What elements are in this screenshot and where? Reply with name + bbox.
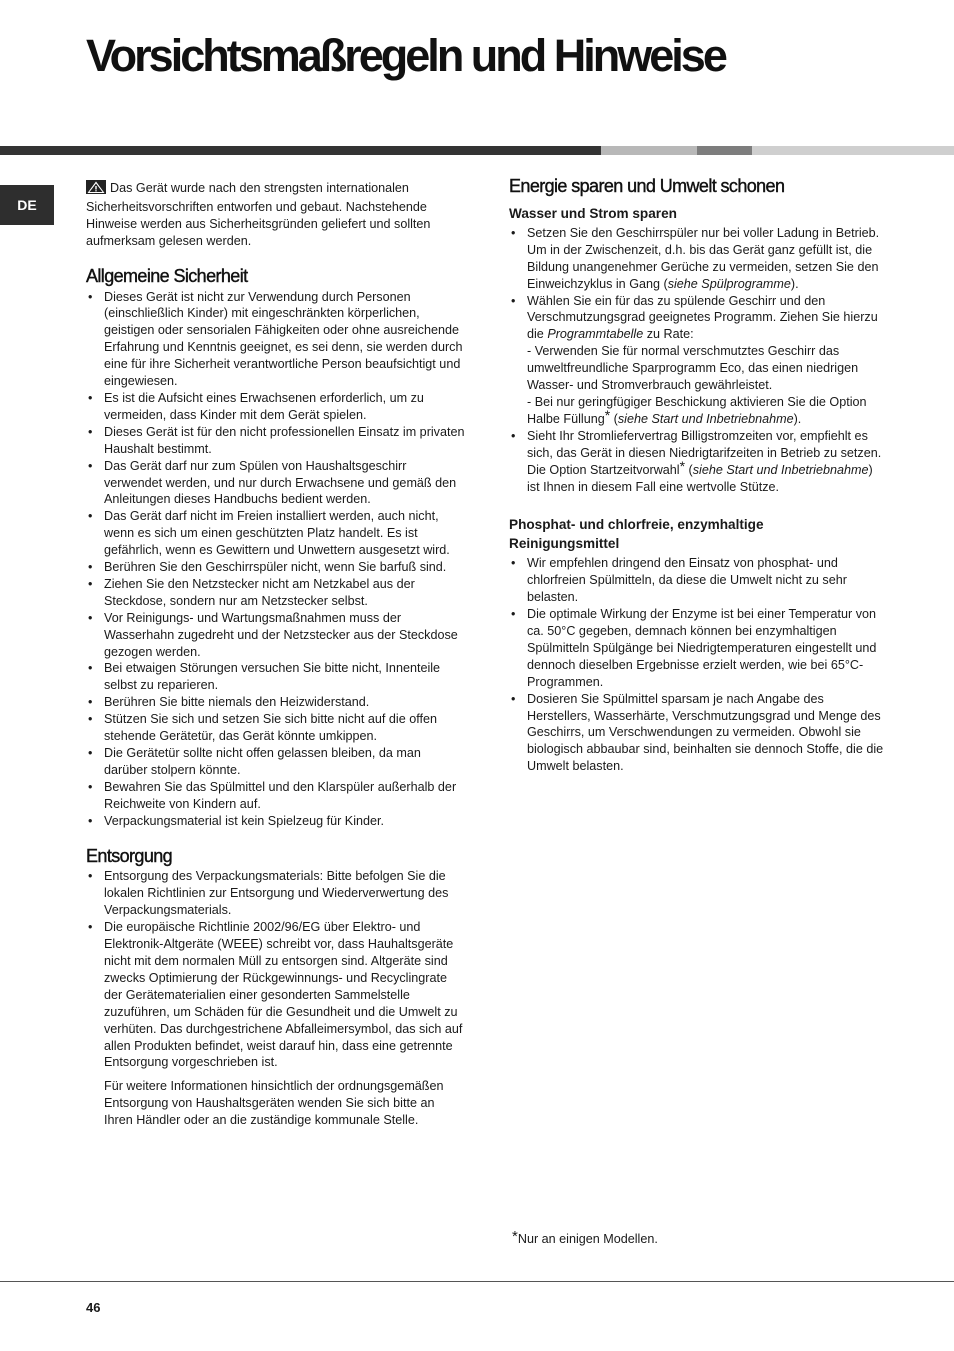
list-item: • Die europäische Richtlinie 2002/96/EG über Elektro- und Elektronik-Altgeräte (WEEE) schreibt vor, dass Hauhaltsgeräte nicht mit dem normalen Müll zu entsorgen sind. Altgeräte sind zwecks Optimierung der Rückgewinnungs- und Recyclingrate der Gerätematerialien einer gesonderten Sammelstelle zuzuführen, um Schäden für die Gesundheit und die Umwelt zu verhüten. Das durchgestrichene Abfalleimersymbol, das sich auf allen Produkten befindet, weist darauf hin, dass eine getrennte Entsorgung vorgeschrieben ist. [86, 919, 466, 1071]
disposal-list [86, 868, 466, 1071]
list-item: • Bewahren Sie das Spülmittel und den Klarspüler außerhalb der Reichweite von Kindern auf. [86, 779, 466, 813]
intro-text: Das Gerät wurde nach den strengsten internationalen Sicherheitsvorschriften entworfen und gebaut. Nachstehende Hinweise werden aus Sicherheitsgründen geliefert und sollten aufmerksam gelesen werden. [86, 181, 431, 248]
list-item: • Entsorgung des Verpackungsmaterials: Bitte befolgen Sie die lokalen Richtlinien zur Entsorgung und Wiederverwertung des Verpackungsmaterials. [86, 868, 466, 919]
footnote-marker: * [679, 457, 686, 474]
cross-reference: siehe Start und Inbetriebnahme [692, 462, 869, 477]
energy-heading: Energie sparen und Umwelt schonen [509, 176, 785, 196]
page-title: Vorsichtsmaßregeln und Hinweise [86, 30, 725, 81]
disposal-heading: Entsorgung [86, 845, 173, 866]
list-item: • Wählen Sie ein für das zu spülende Geschirr und den Verschmutzungsgrad geeignetes Programm. Ziehen Sie hierzu die Programmtabelle zu Rate: - Verwenden Sie für normal verschmutztes Geschirr das umweltfreundliche Sparprogramm Eco, das einen niedrigen Wasser- und Stromverbrauch gewährleistet. - Bei nur geringfügiger Beschickung aktivieren Sie die Option Halbe Füllung* (siehe Start und Inbetriebnahme). [509, 293, 887, 428]
footnote-marker: * [604, 406, 611, 423]
list-item: • Wir empfehlen dringend den Einsatz von phosphat- und chlorfreien Spülmitteln, da diese die Umwelt nicht zu sehr belasten. [509, 555, 887, 606]
list-item: • Berühren Sie den Geschirrspüler nicht, wenn Sie barfuß sind. [86, 559, 466, 576]
footnote-text: Nur an einigen Modellen. [517, 1232, 658, 1246]
list-item: • Ziehen Sie den Netzstecker nicht am Netzkabel aus der Steckdose, sondern nur am Netzstecker selbst. [86, 576, 466, 610]
list-item: • Dieses Gerät ist nicht zur Verwendung durch Personen (einschließlich Kinder) mit eingeschränkten körperlichen, geistigen oder sensorialen Fähigkeiten oder ohne ausreichende Erfahrung und Kenntnis geeignet, es sei denn, sie werden durch eine für ihre Sicherheit verantwortliche Person beaufsichtigt und eingewiesen. [86, 289, 466, 390]
sub-item: - Bei nur geringfügiger Beschickung aktivieren Sie die Option Halbe Füllung* (siehe Start und Inbetriebnahme). [527, 394, 867, 426]
disposal-closing-paragraph: Für weitere Informationen hinsichtlich der ordnungsgemäßen Entsorgung von Haushaltsgeräten wenden Sie sich bitte an Ihren Händler oder an die zuständige kommunale Stelle. [104, 1079, 444, 1128]
cross-reference: Programmtabelle [547, 327, 644, 342]
detergents-subheading: Phosphat- und chlorfreie, enzymhaltige Reinigungsmittel [509, 517, 764, 552]
list-item: • Setzen Sie den Geschirrspüler nur bei voller Ladung in Betrieb. Um in der Zwischenzeit, d.h. bis das Gerät ganz gefüllt ist, die Bildung unangenehmer Gerüche zu vermeiden, setzen Sie den Einweichzyklus in Gang (siehe Spülprogramme). [509, 225, 887, 293]
language-tab: DE [0, 185, 54, 225]
sub-item: - Verwenden Sie für normal verschmutztes Geschirr das umweltfreundliche Sparprogramm Eco, das einen niedrigen Wasser- und Stromverbrauch gewährleistet. [527, 344, 859, 393]
footnote-star: * [512, 1228, 518, 1245]
header-bar-dark [0, 146, 601, 155]
general-safety-heading: Allgemeine Sicherheit [86, 265, 248, 286]
footnote [512, 1228, 658, 1246]
cross-reference: siehe Start und Inbetriebnahme [617, 411, 794, 426]
header-bar-light [601, 146, 697, 155]
list-item: • Stützen Sie sich und setzen Sie sich bitte nicht auf die offen stehende Gerätetür, das Gerät könnte umkippen. [86, 711, 466, 745]
list-item: • Die optimale Wirkung der Enzyme ist bei einer Temperatur von ca. 50°C gegeben, demnach können bei enzymhaltigen Spülmitteln Spülgänge bei Niedrigtemperaturen eingestellt und dennoch dieselben Ergebnisse erzielt werden, wie bei 65°C-Programmen. [509, 606, 887, 691]
list-item: • Die Gerätetür sollte nicht offen gelassen bleiben, da man darüber stolpern könnte. [86, 745, 466, 779]
footer-rule [0, 1281, 954, 1282]
list-item: • Verpackungsmaterial ist kein Spielzeug für Kinder. [86, 813, 466, 830]
cross-reference: siehe Spülprogramme [667, 276, 791, 291]
header-bar-mid [697, 146, 752, 155]
list-item: • Berühren Sie bitte niemals den Heizwiderstand. [86, 694, 466, 711]
list-item: • Dieses Gerät ist für den nicht professionellen Einsatz im privaten Haushalt bestimmt. [86, 424, 466, 458]
detergents-list [509, 555, 887, 775]
page-number: 46 [86, 1300, 101, 1315]
list-item: • Das Gerät darf nicht im Freien installiert werden, auch nicht, wenn es sich um einen geschützten Platz handelt. Es ist gefährlich, wenn es Gewittern und Unwettern ausgesetzt wird. [86, 508, 466, 559]
right-column [509, 178, 887, 775]
header-bar-light-end [752, 146, 954, 155]
list-item: • Bei etwaigen Störungen versuchen Sie bitte nicht, Innenteile selbst zu reparieren. [86, 660, 466, 694]
warning-triangle-icon [86, 180, 106, 199]
list-item: • Dosieren Sie Spülmittel sparsam je nach Angabe des Herstellers, Wasserhärte, Verschmutzungsgrad und Menge des Geschirrs, um Verschwendungen zu vermeiden. Obwohl sie biologisch abbaubar sind, beinhalten sie dennoch Stoffe, die die Umwelt belasten. [509, 691, 887, 776]
list-item: • Das Gerät darf nur zum Spülen von Haushaltsgeschirr verwendet werden, und nur durch Erwachsene und gemäß den Anleitungen dieses Handbuchs bedient werden. [86, 458, 466, 509]
water-power-subheading: Wasser und Strom sparen [509, 205, 677, 221]
general-safety-list [86, 289, 466, 830]
left-column [86, 180, 466, 1142]
list-item: • Es ist die Aufsicht eines Erwachsenen erforderlich, um zu vermeiden, dass Kinder mit dem Gerät spielen. [86, 390, 466, 424]
list-item: • Sieht Ihr Stromliefervertrag Billigstromzeiten vor, empfiehlt es sich, das Gerät in diesen Niedrigtarifzeiten in Betrieb zu setzen. Die Option Startzeitvorwahl* (siehe Start und Inbetriebnahme) ist Ihnen in diesem Fall eine wertvolle Stütze. [509, 428, 887, 496]
intro-paragraph [86, 180, 466, 250]
water-power-list [509, 225, 887, 496]
list-item: • Vor Reinigungs- und Wartungsmaßnahmen muss der Wasserhahn zugedreht und der Netzstecker aus der Steckdose gezogen werden. [86, 610, 466, 661]
